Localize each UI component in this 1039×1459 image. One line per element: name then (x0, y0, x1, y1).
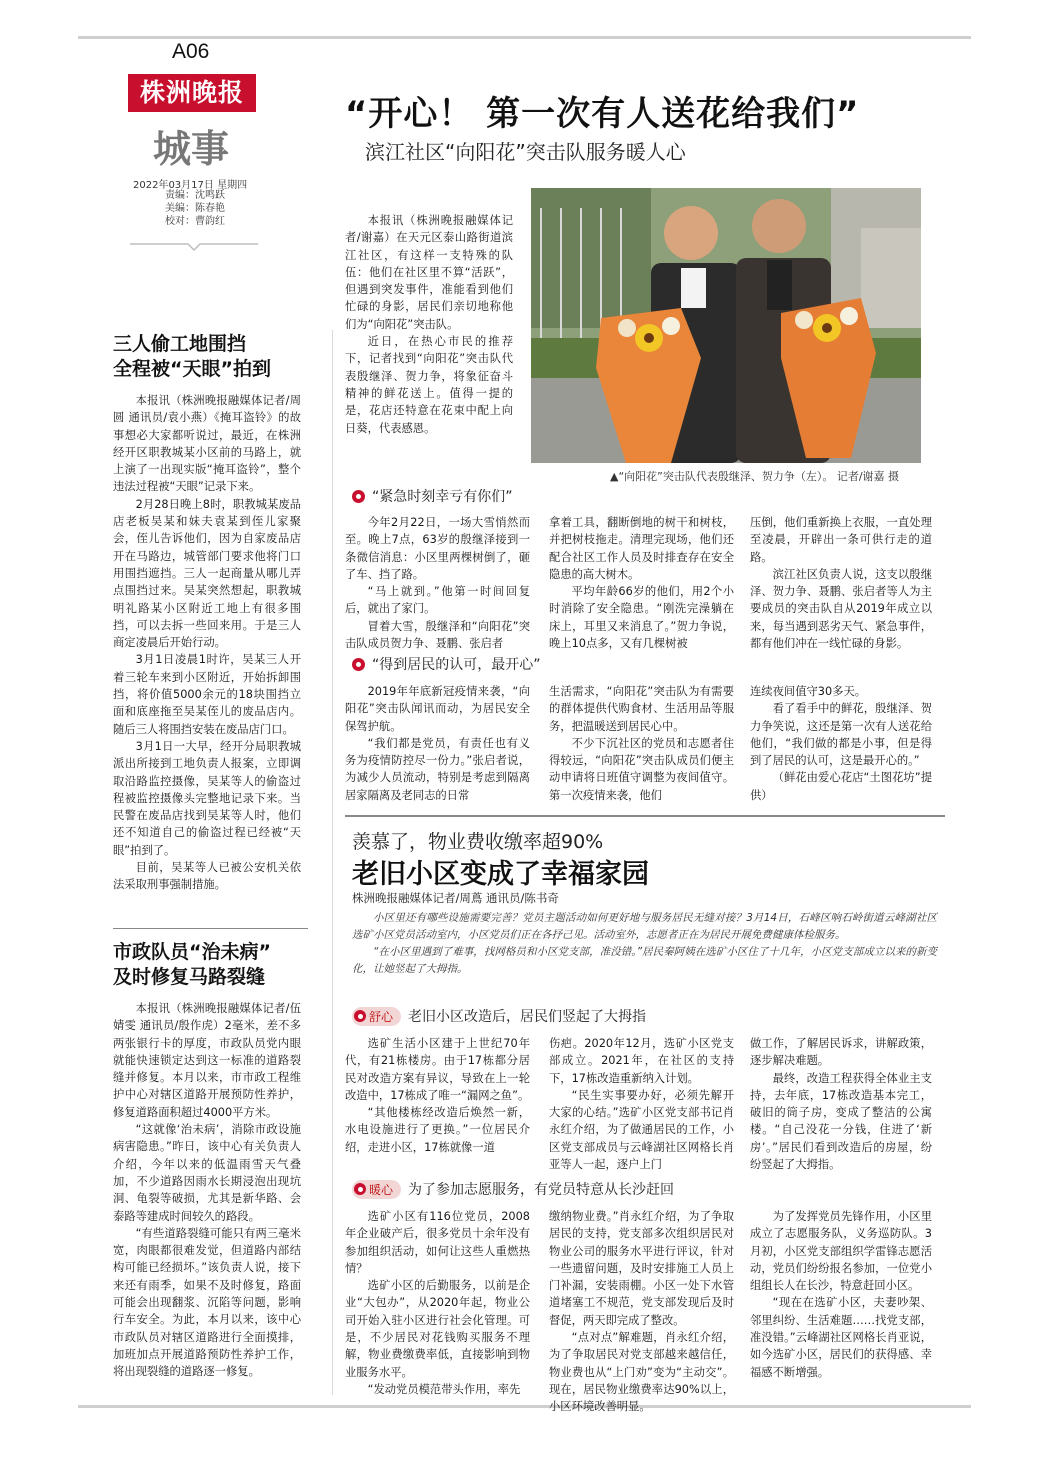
feature-tag2-col3 (750, 1208, 932, 1394)
paragraph: 本报讯（株洲晚报融媒体记者/伍婧雯 通讯员/殷作虎）2毫米，差不多两张银行卡的厚度，市政队员党内眼就能快速锁定达到这一标准的道路裂缝并修复。本月以来，市市政工程维护中心对辖区道路开展预防性养护，修复道路面积超过4000平方米。 (113, 1002, 301, 1119)
paragraph: 近日，在热心市民的推荐下，记者找到“向阳花”突击队代表殷继泽、贺力争，将象征奋斗精神的鲜花送上。值得一提的是，花店还特意在花束中配上向日葵，代表感恩。 (345, 335, 513, 435)
lead-section1-col2 (549, 514, 734, 654)
paragraph: 选矿小区的后勤服务，以前是企业“大包办”，从2020年起，物业公司开始入驻小区进行社会化管理。可是，不少居民对花钱购买服务不理解，物业费缴费率低，直接影响到物业服务水平。 (345, 1279, 530, 1379)
paragraph: “马上就到。”他第一时间回复后，就出了家门。 (345, 585, 530, 616)
paragraph: 生活需求，“向阳花”突击队为有需要的群体提供代购食材、生活用品等服务，把温暖送到居民心中。 (549, 685, 734, 733)
circle-dot-icon (354, 1010, 366, 1022)
feature-headline: 老旧小区变成了幸福家园 (352, 859, 649, 890)
lead-section2-title: “得到居民的认可，最开心” (372, 657, 541, 673)
lead-section1-header (352, 486, 513, 506)
lead-section1-col1 (345, 514, 530, 654)
circle-dot-icon (354, 1183, 366, 1195)
circle-dot-icon (352, 658, 365, 671)
paragraph: 小区里还有哪些设施需要完善？党员主题活动如何更好地与服务居民无缝对接？3月14日，石峰区响石岭街道云峰湖社区选矿小区党员活动室内，小区党员们正在各抒己见。活动室外，志愿者正在为居民开展免费健康体检服务。 (352, 912, 937, 941)
feature-tag2-title: 为了参加志愿服务，有党员特意从长沙赶回 (408, 1182, 675, 1198)
feature-tag2-header (352, 1179, 674, 1199)
paragraph: “我们都是党员，有责任也有义务为疫情防控尽一份力。”张启者说，为减少人员流动，特别是考虑到隔离居家隔离及老同志的日常 (345, 736, 530, 802)
credit-editor: 责编：沈鸣跃 (165, 190, 225, 201)
paragraph: 做工作，了解居民诉求，讲解政策，逐步解决难题。 (750, 1037, 932, 1068)
paragraph: 看了看手中的鲜花，殷继泽、贺力争笑说，这还是第一次有人送花给他们，“我们做的都是小事，但是得到了居民的认可，这是最开心的。” (750, 702, 932, 768)
paragraph: 目前，吴某等人已被公安机关依法采取刑事强制措施。 (113, 861, 301, 892)
paragraph: 3月1日一大早，经开分局职教城派出所接到工地负责人报案，立即调取沿路监控摄像，吴某等人的偷盗过程被监控摄像头完整地记录下来。当民警在废品店找到吴某等人时，他们还不知道自己的偷盗过程已经被“天眼”拍到了。 (113, 739, 301, 857)
left2-headline-line1: 市政队员“治未病” (113, 941, 271, 963)
bottom-rule (78, 1405, 971, 1408)
paragraph: 平均年龄66岁的他们，用2个小时消除了安全隐患。“刚洗完澡躺在床上，耳里又来消息了。”贺力争说，晚上10点多，又有几棵树被 (549, 585, 734, 651)
paragraph: “其他楼栋经改造后焕然一新，水电设施进行了更换。”一位居民介绍，走进小区，17栋就像一道 (345, 1106, 530, 1154)
paragraph: “在小区里遇到了难事，找网格员和小区党支部，准没错。”居民秦阿姨在选矿小区住了十几年，小区党支部成立以来的新变化，让她竖起了大拇指。 (352, 946, 937, 975)
paragraph: 本报讯（株洲晚报融媒体记者/周圆 通讯员/袁小燕）《掩耳盗铃》的故事想必大家都听说过，最近，在株洲经开区职教城某小区前的马路上，就上演了一出现实版“掩耳盗铃”，整个违法过程被“天眼”记录下来。 (113, 394, 301, 494)
feature-tag1-col2 (549, 1035, 734, 1173)
feature-lede (352, 910, 937, 1002)
paragraph: 3月1日凌晨1时许，吴某三人开着三轮车来到小区附近，开始拆卸围挡，将价值5000余元的18块围挡立面和底座拖至吴某侄儿的废品店内。随后三人将围挡安装在废品店门口。 (113, 653, 301, 736)
tag2-label: 暖心 (369, 1182, 394, 1197)
paragraph: 最终，改造工程获得全体业主支持，去年底，17栋改造基本完工，破旧的筒子房，变成了整洁的公寓楼。“自己没花一分钱，住进了‘新房’。”居民们看到改造后的房屋，纷纷竖起了大拇指。 (750, 1071, 932, 1172)
page-number: A06 (172, 40, 210, 63)
credit-designer: 美编：陈春艳 (165, 203, 225, 214)
lead-photo (531, 188, 921, 463)
tag-pill (352, 1007, 401, 1026)
lead-subhead: 滨江社区“向阳花”突击队服务暖人心 (365, 140, 686, 164)
left-column-divider (332, 330, 333, 1395)
lead-section2-header (352, 654, 541, 674)
paragraph: “发动党员模范带头作用，率先 (367, 1382, 521, 1396)
lead-section2-col1 (345, 683, 530, 805)
paragraph: 压倒，他们重新换上衣服，一直处理至凌晨，开辟出一条可供行走的道路。 (750, 516, 932, 564)
feature-tag1-col1 (345, 1035, 530, 1173)
paragraph: “这就像‘治未病’，消除市政设施病害隐患。”昨日，该中心有关负责人介绍，今年以来的低温雨雪天气叠加，不少道路因雨水长期浸泡出现坑洞、龟裂等破损，尤其是新华路、会泰路等建成时间较久的路段。 (113, 1123, 301, 1223)
lead-section1-title: “紧急时刻幸亏有你们” (372, 489, 513, 505)
lead-section2-col2 (549, 683, 734, 805)
paragraph: 2019年年底新冠疫情来袭，“向阳花”突击队闻讯而动，为居民安全保驾护航。 (345, 685, 530, 733)
lead-headline: “开心！ 第一次有人送花给我们” (345, 94, 860, 134)
top-rule (78, 36, 971, 39)
paragraph: “现在在选矿小区，夫妻吵架、邻里纠纷、生活难题……找党支部，准没错。”云峰湖社区网格长肖亚说，如今选矿小区，居民们的获得感、幸福感不断增强。 (750, 1296, 932, 1379)
lead-intro (345, 212, 513, 440)
lead-section1-col3 (750, 514, 932, 654)
lead-section2-col3 (750, 683, 932, 805)
left2-headline (113, 940, 271, 990)
feature-tag1-header (352, 1006, 646, 1026)
paragraph: 滨江社区负责人说，这支以殷继泽、贺力争、聂鹏、张启者等人为主要成员的突击队自从2019年成立以来，每当遇到恶劣天气、紧急事件，都有他们冲在一线忙碌的身影。 (750, 567, 932, 651)
left1-headline (113, 332, 271, 382)
left-story-divider (113, 928, 308, 929)
issue-date: 2022年03月17日 星期四 (133, 180, 248, 191)
feature-tag2-col2 (549, 1208, 734, 1414)
paragraph: （鲜花由爱心花店“土图花坊”提供） (750, 771, 932, 802)
masthead-logo (128, 74, 256, 112)
tag1-label: 舒心 (369, 1009, 394, 1024)
paragraph: 2月28日晚上8时，职教城某废品店老板吴某和妹夫袁某到侄儿家聚会，侄儿告诉他们，因为自家废品店开在马路边，城管部门要求他将门口用围挡遮挡。三人一起商量从哪儿弄点围挡过来。吴某突然想起，职教城明礼路某小区附近工地上有很多围挡，可以去拆一些回来用。于是三人商定凌晨后开始行动。 (113, 497, 301, 650)
paragraph: “点对点”解难题，肖永红介绍，为了争取居民对党支部越来越信任，物业费也从“上门劝”变为“主动交”。现在，居民物业缴费率达90%以上，小区环境改善明显。 (549, 1331, 734, 1414)
feature-tag1-col3 (750, 1035, 932, 1173)
paragraph: 今年2月22日，一场大雪悄然而至。晚上7点，63岁的殷继泽接到一条微信消息：小区里两棵树倒了，砸了车、挡了路。 (345, 516, 530, 581)
credit-proof: 校对：曹韵红 (165, 216, 225, 227)
down-arrow-icon (130, 236, 258, 246)
paragraph: 缴纳物业费。”肖永红介绍，为了争取居民的支持，党支部多次组织居民对物业公司的服务水平进行评议，针对一些遗留问题，及时安排施工人员上门补漏，安装雨棚。小区一处下水管道堵塞工不规范，党支部发现后及时督促，两天即完成了整改。 (549, 1210, 734, 1327)
feature-tag1-title: 老旧小区改造后，居民们竖起了大拇指 (408, 1009, 647, 1025)
paragraph: 冒着大雪，殷继泽和“向阳花”突击队成员贺力争、聂鹏、张启者 (345, 619, 530, 651)
paragraph: 本报讯（株洲晚报融媒体记者/谢嘉）在天元区泰山路街道滨江社区，有这样一支特殊的队伍：他们在社区里不算“活跃”，但遇到突发事件，准能看到他们忙碌的身影，居民们亲切地称他们为“向阳花”突击队。 (345, 214, 513, 331)
paragraph: 为了发挥党员先锋作用，小区里成立了志愿服务队，义务巡防队。3月初，小区党支部组织学雷锋志愿活动，党员们纷纷报名参加，一位党小组组长人在长沙，特意赶回小区。 (750, 1210, 932, 1293)
left1-headline-line1: 三人偷工地围挡 (113, 333, 247, 355)
left2-body (113, 1000, 301, 1392)
paragraph: 不少下沉社区的党员和志愿者住得较远，“向阳花”突击队成员们便主动申请将日班值守调整为夜间值守。第一次疫情来袭，他们 (549, 736, 734, 802)
paragraph: 选矿生活小区建于上世纪70年代，有21栋楼房。由于17栋都分居民对改造方案有异议，导致在上一轮改造中，17栋成了唯一“漏网之鱼”。 (345, 1037, 530, 1102)
paragraph: 拿着工具，翻断倒地的树干和树枝，并把树枝拖走。清理完现场，他们还配合社区工作人员及时排查存在安全隐患的高大树木。 (549, 516, 734, 581)
feature-byline: 株洲晚报融媒体记者/周蔦 通讯员/陈书奇 (352, 891, 559, 905)
paragraph: “民生实事要办好，必须先解开大家的心结。”选矿小区党支部书记肖永红介绍，为了做通居民的工作，小区党支部成员与云峰湖社区网格长肖亚等人一起，逐户上门 (549, 1088, 734, 1172)
paragraph: 选矿小区有116位党员，2008年企业破产后，很多党员十余年没有参加组织活动，如何让这些人重燃热情？ (345, 1210, 530, 1275)
paragraph: 连续夜间值守30多天。 (750, 685, 867, 698)
tag-pill (352, 1180, 401, 1199)
masthead-text: 株洲晚报 (139, 78, 244, 107)
left1-body (113, 392, 301, 914)
circle-dot-icon (352, 490, 365, 503)
photo-caption: ▲“向阳花”突击队代表殷继泽、贺力争（左）。 记者/谢嘉 摄 (610, 470, 900, 483)
section-name: 城事 (153, 126, 230, 171)
credits (165, 189, 225, 228)
paragraph: 伤疤。2020年12月，选矿小区党支部成立。2021年，在社区的支持下，17栋改造重新纳入计划。 (549, 1037, 734, 1085)
left2-headline-line2: 及时修复马路裂缝 (113, 966, 266, 988)
story-divider (345, 815, 945, 817)
paragraph: “有些道路裂缝可能只有两三毫米宽，肉眼都很难发觉，但道路内部结构可能已经损坏。”该负责人说，接下来还有雨季，如果不及时修复，路面可能会出现翻浆、沉陷等问题，影响行车安全。为此，本月以来，该中心市政队员对辖区道路进行全面摸排，加班加点开展道路预防性养护工作，将出现裂缝的道路逐一修复。 (113, 1226, 301, 1379)
left1-headline-line2: 全程被“天眼”拍到 (113, 358, 271, 380)
feature-kicker: 羡慕了，物业费收缴率超90% (352, 831, 604, 853)
feature-tag2-col1 (345, 1208, 530, 1394)
